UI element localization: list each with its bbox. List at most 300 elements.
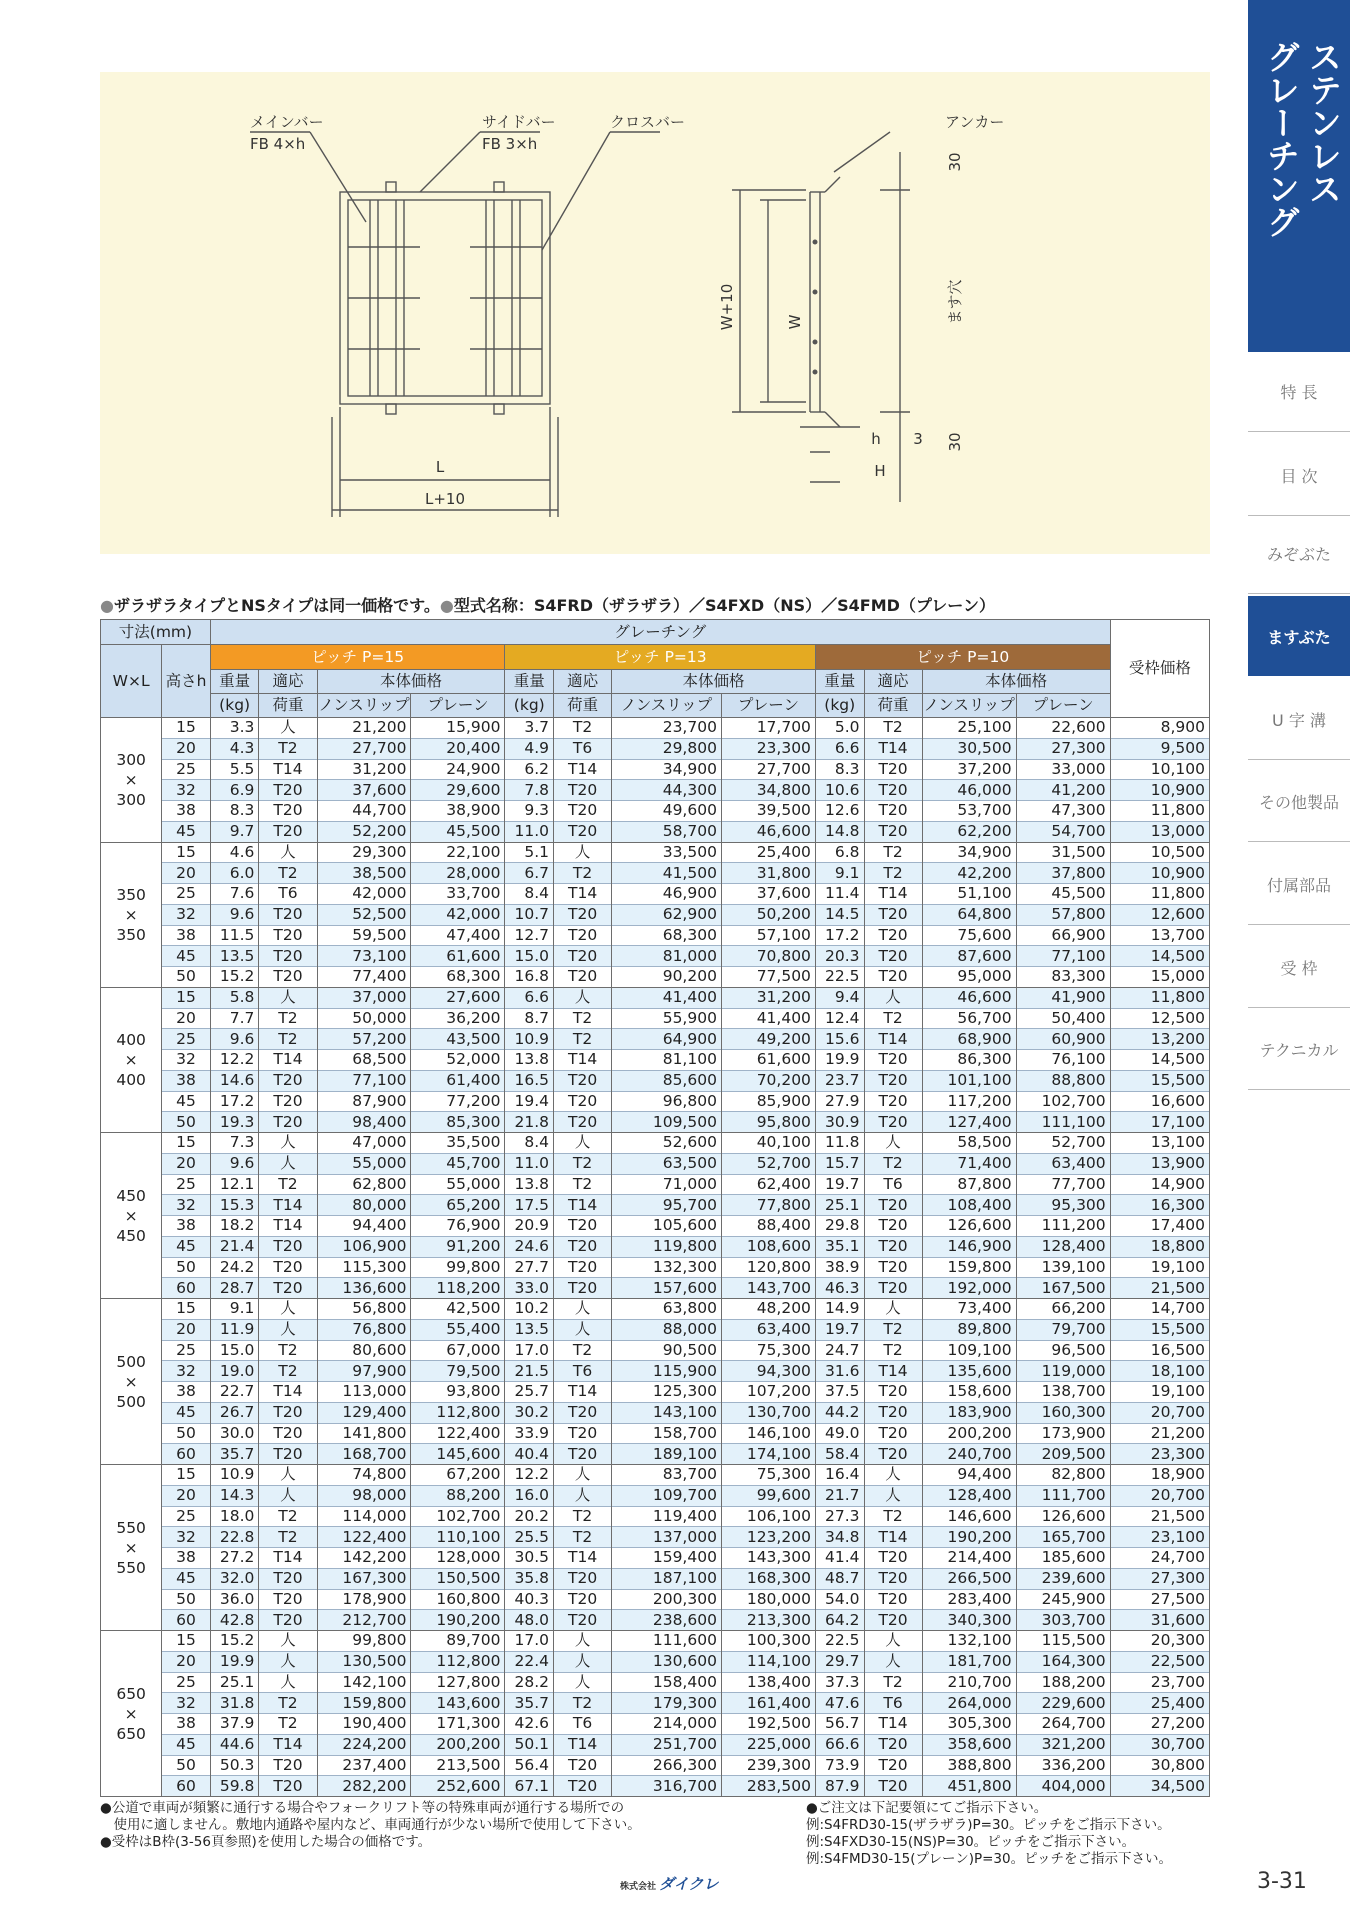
dim-h: h <box>871 430 881 448</box>
sidebar-item-6[interactable]: 付属部品 <box>1248 845 1350 925</box>
table-cell: 178,900 <box>317 1589 411 1610</box>
table-cell: 13.8 <box>505 1050 554 1071</box>
table-cell: T20 <box>554 1568 612 1589</box>
table-cell: 33.0 <box>505 1278 554 1299</box>
table-cell: 85,300 <box>411 1112 505 1133</box>
table-cell: 15.2 <box>210 1631 259 1652</box>
size-part: 400 <box>116 1030 146 1049</box>
table-cell: 56,800 <box>317 1299 411 1320</box>
table-cell: 25.1 <box>210 1672 259 1693</box>
table-cell: 30,500 <box>922 738 1016 759</box>
table-cell: 46,600 <box>721 821 815 842</box>
table-cell: 145,600 <box>411 1444 505 1465</box>
table-cell: 24.6 <box>505 1236 554 1257</box>
table-cell: T20 <box>864 759 922 780</box>
sidebar-item-1[interactable]: 目 次 <box>1248 436 1350 516</box>
table-cell: 75,300 <box>721 1465 815 1486</box>
sidebar-item-8[interactable]: テクニカル <box>1248 1010 1350 1090</box>
dim-l10: L+10 <box>424 490 466 508</box>
size-part: 300 <box>116 790 146 809</box>
table-cell: 37.9 <box>210 1714 259 1735</box>
table-cell: 30.9 <box>815 1112 864 1133</box>
table-cell: 9.7 <box>210 821 259 842</box>
table-cell: T14 <box>554 1382 612 1403</box>
table-cell: 87.9 <box>815 1776 864 1797</box>
table-cell: 63,500 <box>612 1153 722 1174</box>
table-cell: 人 <box>259 1133 317 1154</box>
table-cell: T20 <box>554 1278 612 1299</box>
table-cell: 人 <box>259 1299 317 1320</box>
type-notice <box>100 593 995 616</box>
header-weight: 重量 <box>505 670 554 694</box>
dim-30-top: 30 <box>946 152 964 172</box>
table-cell: 14,700 <box>1110 1299 1209 1320</box>
table-cell: 19.9 <box>815 1050 864 1071</box>
table-cell: T20 <box>259 904 317 925</box>
table-cell: 59,500 <box>317 925 411 946</box>
note-left-3: ●受枠はB枠(3-56頁参照)を使用した場合の価格です。 <box>100 1834 432 1850</box>
table-cell: 40.3 <box>505 1589 554 1610</box>
table-cell: 190,200 <box>411 1610 505 1631</box>
table-cell: 119,000 <box>1016 1361 1110 1382</box>
size-part: 400 <box>116 1070 146 1089</box>
table-cell: 38 <box>162 1070 211 1091</box>
table-cell: 10.9 <box>210 1465 259 1486</box>
table-cell: 17.2 <box>210 1091 259 1112</box>
table-cell: 27.9 <box>815 1091 864 1112</box>
table-cell: 人 <box>554 1465 612 1486</box>
table-cell: 46,000 <box>922 780 1016 801</box>
table-cell: 50 <box>162 1755 211 1776</box>
table-cell: 15 <box>162 1299 211 1320</box>
table-cell: 13.5 <box>505 1319 554 1340</box>
table-cell: 48.7 <box>815 1568 864 1589</box>
table-cell: 52,700 <box>721 1153 815 1174</box>
table-cell: 98,000 <box>317 1485 411 1506</box>
table-cell: 75,300 <box>721 1340 815 1361</box>
table-cell: 38,500 <box>317 863 411 884</box>
table-cell: 107,200 <box>721 1382 815 1403</box>
table-cell: T2 <box>259 1361 317 1382</box>
header-frame-price: 受枠価格 <box>1110 620 1209 718</box>
table-cell: T20 <box>864 1402 922 1423</box>
table-cell: 28.7 <box>210 1278 259 1299</box>
table-cell: 282,200 <box>317 1776 411 1797</box>
table-cell: 8.4 <box>505 884 554 905</box>
table-cell: 5.5 <box>210 759 259 780</box>
table-cell: 40,100 <box>721 1133 815 1154</box>
table-cell: 9.1 <box>210 1299 259 1320</box>
table-cell: T14 <box>554 1548 612 1569</box>
table-cell: 119,400 <box>612 1506 722 1527</box>
table-cell: 179,300 <box>612 1693 722 1714</box>
table-cell: T2 <box>554 1340 612 1361</box>
table-cell: T20 <box>259 1444 317 1465</box>
table-row <box>101 1631 1210 1652</box>
table-cell: 31,800 <box>721 863 815 884</box>
table-row <box>101 1402 1210 1423</box>
table-cell: 30.5 <box>505 1548 554 1569</box>
table-cell: T6 <box>554 1714 612 1735</box>
table-cell: 19.7 <box>815 1174 864 1195</box>
table-cell: 128,000 <box>411 1548 505 1569</box>
table-cell: 6.6 <box>815 738 864 759</box>
table-cell: 47.6 <box>815 1693 864 1714</box>
sidebar-item-5[interactable]: その他製品 <box>1248 762 1350 842</box>
table-cell: 45 <box>162 1402 211 1423</box>
table-cell: 62,900 <box>612 904 722 925</box>
table-row <box>101 1485 1210 1506</box>
table-cell: 67.1 <box>505 1776 554 1797</box>
table-cell: 32 <box>162 1361 211 1382</box>
notes-right <box>806 1800 1172 1868</box>
size-cell <box>101 718 162 843</box>
table-cell: 136,600 <box>317 1278 411 1299</box>
table-cell: 81,000 <box>612 946 722 967</box>
table-cell: 115,900 <box>612 1361 722 1382</box>
sidebar-item-2[interactable]: みぞぶた <box>1248 514 1350 594</box>
table-cell: T20 <box>864 946 922 967</box>
table-cell: 76,800 <box>317 1319 411 1340</box>
sidebar-item-0[interactable]: 特 長 <box>1248 352 1350 432</box>
table-cell: T20 <box>864 1195 922 1216</box>
table-cell: 52,000 <box>411 1050 505 1071</box>
table-cell: 人 <box>554 1133 612 1154</box>
table-cell: 11.0 <box>505 1153 554 1174</box>
table-cell: T2 <box>259 1714 317 1735</box>
table-cell: 15 <box>162 1631 211 1652</box>
table-cell: 283,400 <box>922 1589 1016 1610</box>
table-cell: T6 <box>554 738 612 759</box>
table-cell: 118,200 <box>411 1278 505 1299</box>
table-cell: 45,700 <box>411 1153 505 1174</box>
size-part: 500 <box>116 1392 146 1411</box>
size-cell <box>101 842 162 987</box>
table-cell: 266,500 <box>922 1568 1016 1589</box>
note-left-1: ●公道で車両が頻繁に通行する場合やフォークリフト等の特殊車両が通行する場所での <box>100 1800 625 1816</box>
table-cell: 48,200 <box>721 1299 815 1320</box>
table-cell: 29,800 <box>612 738 722 759</box>
table-row <box>101 1050 1210 1071</box>
table-cell: 130,600 <box>612 1651 722 1672</box>
note-right-1: ●ご注文は下記要領にてご指示下さい。 <box>806 1800 1048 1816</box>
table-cell: 37.3 <box>815 1672 864 1693</box>
table-row <box>101 738 1210 759</box>
grating-drawing <box>100 72 1210 554</box>
header-load-2: 荷重 <box>554 694 612 718</box>
table-cell: 74,800 <box>317 1465 411 1486</box>
table-cell: T20 <box>259 1070 317 1091</box>
table-cell: T20 <box>864 1734 922 1755</box>
table-cell: 11.0 <box>505 821 554 842</box>
table-cell: 111,600 <box>612 1631 722 1652</box>
table-cell: 9.6 <box>210 1029 259 1050</box>
table-cell: 23,700 <box>1110 1672 1209 1693</box>
header-pitch-10: ピッチ P=10 <box>815 645 1110 670</box>
table-cell: 27,500 <box>1110 1589 1209 1610</box>
table-cell: T14 <box>554 1050 612 1071</box>
table-cell: 143,300 <box>721 1548 815 1569</box>
table-cell: 35.7 <box>210 1444 259 1465</box>
table-cell: 人 <box>554 1299 612 1320</box>
table-cell: 23,100 <box>1110 1527 1209 1548</box>
table-cell: T20 <box>554 1589 612 1610</box>
table-cell: 6.0 <box>210 863 259 884</box>
header-plain: プレーン <box>411 694 505 718</box>
table-row <box>101 1029 1210 1050</box>
size-part: × <box>124 905 138 924</box>
table-cell: 388,800 <box>922 1755 1016 1776</box>
table-cell: T20 <box>259 1278 317 1299</box>
table-row <box>101 1382 1210 1403</box>
table-cell: 65,200 <box>411 1195 505 1216</box>
table-cell: T6 <box>864 1174 922 1195</box>
table-cell: 27.2 <box>210 1548 259 1569</box>
table-cell: 人 <box>259 1319 317 1340</box>
table-cell: 人 <box>259 718 317 739</box>
table-cell: 60 <box>162 1278 211 1299</box>
table-cell: T20 <box>554 1070 612 1091</box>
table-cell: 45 <box>162 1091 211 1112</box>
size-part: 550 <box>116 1558 146 1577</box>
table-cell: 38 <box>162 1216 211 1237</box>
table-cell: 17.5 <box>505 1195 554 1216</box>
table-cell: 11.4 <box>815 884 864 905</box>
size-part: × <box>124 1050 138 1069</box>
table-cell: 158,600 <box>922 1382 1016 1403</box>
table-cell: 60 <box>162 1776 211 1797</box>
table-cell: T20 <box>259 1257 317 1278</box>
sidebar-item-4[interactable]: U 字 溝 <box>1248 680 1350 760</box>
table-cell: 19,100 <box>1110 1382 1209 1403</box>
table-cell: 22.7 <box>210 1382 259 1403</box>
table-cell: T20 <box>259 780 317 801</box>
size-part: × <box>124 1372 138 1391</box>
table-cell: 13,100 <box>1110 1133 1209 1154</box>
header-load-2: 荷重 <box>864 694 922 718</box>
table-cell: 20 <box>162 738 211 759</box>
table-cell: 158,400 <box>612 1672 722 1693</box>
table-cell: 251,700 <box>612 1734 722 1755</box>
table-cell: 41,400 <box>721 1008 815 1029</box>
table-cell: 89,700 <box>411 1631 505 1652</box>
table-cell: 188,200 <box>1016 1672 1110 1693</box>
table-cell: 95,700 <box>612 1195 722 1216</box>
table-cell: 83,300 <box>1016 967 1110 988</box>
table-cell: T14 <box>259 759 317 780</box>
size-part: × <box>124 770 138 789</box>
table-row <box>101 1568 1210 1589</box>
dim-w: W <box>786 314 804 330</box>
size-part: 650 <box>116 1684 146 1703</box>
table-row <box>101 1776 1210 1797</box>
table-cell: 19.7 <box>815 1319 864 1340</box>
table-cell: 190,200 <box>922 1527 1016 1548</box>
table-row <box>101 801 1210 822</box>
table-cell: 264,700 <box>1016 1714 1110 1735</box>
table-cell: 112,800 <box>411 1402 505 1423</box>
table-cell: 174,100 <box>721 1444 815 1465</box>
table-cell: T20 <box>864 1776 922 1797</box>
table-cell: 99,800 <box>411 1257 505 1278</box>
table-cell: T14 <box>864 1714 922 1735</box>
table-cell: 146,100 <box>721 1423 815 1444</box>
table-cell: 20.9 <box>505 1216 554 1237</box>
table-cell: T2 <box>259 1693 317 1714</box>
table-cell: 17,700 <box>721 718 815 739</box>
table-cell: 214,400 <box>922 1548 1016 1569</box>
table-row <box>101 1091 1210 1112</box>
table-cell: 34.8 <box>815 1527 864 1548</box>
table-cell: 5.8 <box>210 987 259 1008</box>
table-cell: 28.2 <box>505 1672 554 1693</box>
table-cell: 14,900 <box>1110 1174 1209 1195</box>
table-cell: 17,100 <box>1110 1112 1209 1133</box>
table-cell: 33.9 <box>505 1423 554 1444</box>
table-cell: 38 <box>162 1548 211 1569</box>
dim-H: H <box>874 462 886 480</box>
table-cell: 41,400 <box>612 987 722 1008</box>
table-cell: 126,600 <box>922 1216 1016 1237</box>
table-cell: 21,200 <box>1110 1423 1209 1444</box>
table-cell: 22.8 <box>210 1527 259 1548</box>
table-cell: 49,200 <box>721 1029 815 1050</box>
table-cell: 50,400 <box>1016 1008 1110 1029</box>
table-cell: T2 <box>864 1008 922 1029</box>
table-cell: 200,300 <box>612 1589 722 1610</box>
table-cell: T20 <box>554 904 612 925</box>
header-body-price: 本体価格 <box>922 670 1110 694</box>
table-cell: T20 <box>554 1257 612 1278</box>
table-cell: T20 <box>554 1423 612 1444</box>
table-cell: 22,100 <box>411 842 505 863</box>
table-cell: 19.9 <box>210 1651 259 1672</box>
table-row <box>101 1423 1210 1444</box>
header-plain: プレーン <box>721 694 815 718</box>
table-cell: T2 <box>864 1319 922 1340</box>
table-cell: T20 <box>864 1444 922 1465</box>
table-cell: 10.2 <box>505 1299 554 1320</box>
table-cell: T14 <box>259 1050 317 1071</box>
table-cell: 9.4 <box>815 987 864 1008</box>
table-cell: 20.2 <box>505 1506 554 1527</box>
table-cell: 60 <box>162 1610 211 1631</box>
table-cell: 38,900 <box>411 801 505 822</box>
table-row <box>101 1112 1210 1133</box>
table-cell: 人 <box>864 1651 922 1672</box>
table-cell: 18,100 <box>1110 1361 1209 1382</box>
table-row <box>101 1755 1210 1776</box>
table-cell: 44,300 <box>612 780 722 801</box>
table-cell: 25,100 <box>922 718 1016 739</box>
table-cell: 135,600 <box>922 1361 1016 1382</box>
table-cell: T14 <box>554 759 612 780</box>
table-cell: 68,300 <box>411 967 505 988</box>
table-cell: T20 <box>259 1423 317 1444</box>
table-cell: 239,600 <box>1016 1568 1110 1589</box>
table-cell: 48.0 <box>505 1610 554 1631</box>
table-cell: T14 <box>864 1361 922 1382</box>
sidebar-item-7[interactable]: 受 枠 <box>1248 928 1350 1008</box>
note-right-4: 例:S4FMD30-15(プレーン)P=30。ピッチをご指示下さい。 <box>806 1851 1173 1867</box>
table-cell: 46,600 <box>922 987 1016 1008</box>
table-cell: 58,700 <box>612 821 722 842</box>
table-cell: T20 <box>864 1050 922 1071</box>
table-cell: 45 <box>162 946 211 967</box>
table-cell: T2 <box>554 863 612 884</box>
table-cell: 25 <box>162 759 211 780</box>
table-cell: 77,400 <box>317 967 411 988</box>
table-cell: 20 <box>162 1319 211 1340</box>
table-cell: 41,500 <box>612 863 722 884</box>
table-cell: T2 <box>259 1340 317 1361</box>
table-cell: 31,500 <box>1016 842 1110 863</box>
header-nonslip: ノンスリップ <box>612 694 722 718</box>
table-cell: 20 <box>162 1153 211 1174</box>
header-pitch-13: ピッチ P=13 <box>505 645 815 670</box>
table-cell: 52,500 <box>317 904 411 925</box>
table-cell: 138,400 <box>721 1672 815 1693</box>
table-cell: 132,300 <box>612 1257 722 1278</box>
table-cell: T20 <box>259 1112 317 1133</box>
table-cell: T20 <box>864 1610 922 1631</box>
table-cell: 20 <box>162 1485 211 1506</box>
table-cell: 46,900 <box>612 884 722 905</box>
sidebar-item-3[interactable]: ますぶた <box>1248 596 1350 676</box>
table-cell: 25.5 <box>505 1527 554 1548</box>
size-part: 350 <box>116 925 146 944</box>
table-cell: 60 <box>162 1444 211 1465</box>
table-cell: 68,300 <box>612 925 722 946</box>
table-row <box>101 1299 1210 1320</box>
table-cell: 115,500 <box>1016 1631 1110 1652</box>
table-cell: 40.4 <box>505 1444 554 1465</box>
header-pitch-15: ピッチ P=15 <box>210 645 505 670</box>
table-cell: 94,300 <box>721 1361 815 1382</box>
table-cell: 12.2 <box>505 1465 554 1486</box>
table-cell: 20 <box>162 863 211 884</box>
table-cell: 122,400 <box>317 1527 411 1548</box>
table-cell: T20 <box>864 780 922 801</box>
table-cell: 15 <box>162 718 211 739</box>
table-cell: T2 <box>864 1672 922 1693</box>
table-cell: 45 <box>162 821 211 842</box>
table-cell: 32 <box>162 1195 211 1216</box>
table-cell: 63,400 <box>1016 1153 1110 1174</box>
table-cell: 15.6 <box>815 1029 864 1050</box>
table-cell: 83,700 <box>612 1465 722 1486</box>
table-cell: 105,600 <box>612 1216 722 1237</box>
table-row <box>101 1153 1210 1174</box>
table-cell: 30,800 <box>1110 1755 1209 1776</box>
table-cell: 63,400 <box>721 1319 815 1340</box>
table-cell: T6 <box>864 1693 922 1714</box>
table-cell: 47,400 <box>411 925 505 946</box>
header-weight: 重量 <box>210 670 259 694</box>
table-cell: 85,600 <box>612 1070 722 1091</box>
price-table <box>100 619 1210 1797</box>
table-cell: T2 <box>259 738 317 759</box>
table-cell: 73,400 <box>922 1299 1016 1320</box>
table-cell: 52,600 <box>612 1133 722 1154</box>
table-cell: 18,900 <box>1110 1465 1209 1486</box>
table-cell: 15 <box>162 842 211 863</box>
table-cell: 3.3 <box>210 718 259 739</box>
table-cell: 24,700 <box>1110 1548 1209 1569</box>
table-cell: T20 <box>864 1112 922 1133</box>
label-anchor: アンカー <box>945 113 1005 131</box>
table-cell: 73.9 <box>815 1755 864 1776</box>
